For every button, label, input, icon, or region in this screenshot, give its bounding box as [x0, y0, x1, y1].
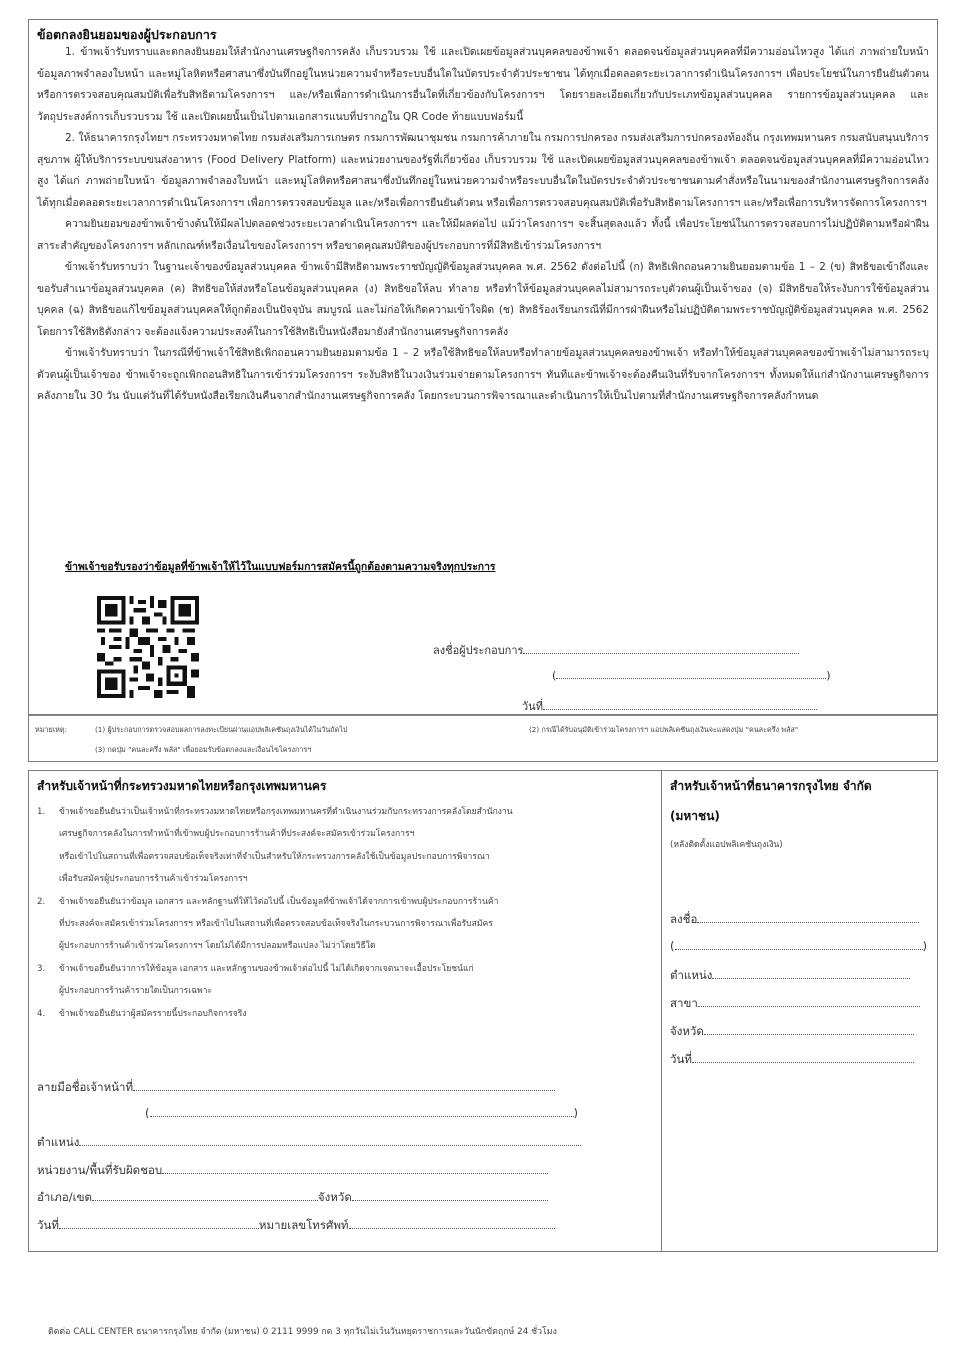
operator-name-field[interactable] [552, 669, 831, 682]
bank-branch-field[interactable] [670, 995, 920, 1013]
paren-close: ) [922, 939, 927, 953]
bank-province-field[interactable] [670, 1023, 914, 1041]
notes-label: หมายเหตุ: [35, 725, 68, 734]
moi-district-field[interactable] [37, 1189, 548, 1207]
bank-province-label: จังหวัด [670, 1024, 704, 1038]
consent-paragraph-duration: ความยินยอมของข้าพเจ้าข้างต้นให้มีผลไปตลอดช่วงระยะเวลาดำเนินโครงการฯ และให้มีผลต่อไป แม้ว่าโครงการฯ จะสิ้นสุดลงแล้ว ทั้งนี้ เพื่อประโยชน์ในการตรวจสอบการไม่ปฏิบัติตามหรือฝ่าฝืนสาระสำคัญของโครงการฯ หลักเกณฑ์หรือเงื่อนไขของโครงการฯ หรือขาดคุณสมบัติของผู้ประกอบการที่มีสิทธิเข้าร่วมโครงการฯ [37, 218, 929, 252]
consent-paragraph-2: 2. ให้ธนาคารกรุงไทยฯ กระทรวงมหาดไทย กรมส่งเสริมการเกษตร กรมการพัฒนาชุมชน กรมการค้าภายใน กรมการปกครอง กรมส่งเสริมการปกครองท้องถิ่น กรุงเทพมหานคร กรมสนับสนุนบริการสุขภาพ ผู้ให้บริการระบบขนส่งอาหาร (Food Delivery Platform) และหน่วยงานของรัฐที่เกี่ยวข้อง เก็บรวบรวม ใช้ และเปิดเผยข้อมูลส่วนบุคคลของข้าพเจ้า ตลอดจนข้อมูลส่วนบุคคลที่มีความอ่อนไหวสูง ได้แก่ ภาพถ่ายใบหน้า ข้อมูลภาพจำลองใบหน้า และหมู่โลหิตหรือศาสนาซึ่งบันทึกอยู่ในหน่วยความจำหรือระบบอื่นใดในบัตรประจำตัวประชาชนตามคำสั่งหรือในนามของสำนักงานเศรษฐกิจการคลัง ได้ทุกเมื่อตลอดระยะเวลาการดำเนินโครงการฯ เพื่อการตรวจสอบข้อมูล และ/หรือเพื่อการยืนยันตัวตน หรือเพื่อการตรวจสอบคุณสมบัติเพื่อรับสิทธิตามโครงการฯ และ/หรือเพื่อการบริหารจัดการโครงการฯ [37, 132, 929, 209]
declaration-item-3: 3. ข้าพเจ้าขอยืนยันว่าการให้ข้อมูล เอกสาร และหลักฐานของข้าพเจ้าต่อไปนี้ ไม่ได้เกิดจากเจตนาจะเอื้อประโยชน์แก่ ผู้ประกอบการร้านค้ารายใดเป็นการเฉพาะ [37, 963, 474, 997]
certification-statement: ข้าพเจ้าขอรับรองว่าข้อมูลที่ข้าพเจ้าให้ไว้ในแบบฟอร์มการสมัครนี้ถูกต้องตามความจริงทุกประการ [65, 561, 496, 573]
paren-close: ) [573, 1106, 578, 1120]
bank-signature-field[interactable] [670, 911, 919, 929]
bank-date-label: วันที่ [670, 1052, 692, 1066]
paren-open: ( [552, 669, 557, 682]
bank-signature-label: ลงชื่อ [670, 912, 698, 926]
moi-position-label: ตำแหน่ง [37, 1135, 80, 1149]
declaration-item-2: 2. ข้าพเจ้าขอยืนยันว่าข้อมูล เอกสาร และหลักฐานที่ให้ไว้ต่อไปนี้ เป็นข้อมูลที่ข้าพเจ้าได้จากการเข้าพบผู้ประกอบการร้านค้า ที่ประสงค์จะสมัครเข้าร่วมโครงการฯ หรือเข้าไปในสถานที่เพื่อตรวจสอบข้อเท็จจริงในกระบวนการพิจารณาเพื่อรับสมัคร ผู้ประกอบการร้านค้าเข้าร่วมโครงการฯ โดยไม่ได้มีการปลอมหรือแปลง ไม่ว่าโดยวิธีใด [37, 896, 499, 952]
call-center-footer: ติดต่อ CALL CENTER ธนาคารกรุงไทย จำกัด (มหาชน) 0 2111 9999 กด 3 ทุกวันไม่เว้นวันหยุดราชการและวันนักขัตฤกษ์ 24 ชั่วโมง [48, 1327, 557, 1337]
consent-paragraph-withdrawal: ข้าพเจ้ารับทราบว่า ในกรณีที่ข้าพเจ้าใช้สิทธิเพิกถอนความยินยอมตามข้อ 1 – 2 หรือใช้สิทธิขอให้ลบหรือทำลายข้อมูลส่วนบุคคลของข้าพเจ้า หรือทำให้ข้อมูลส่วนบุคคลของข้าพเจ้าไม่สามารถระบุตัวตนผู้เป็นเจ้าของ ข้าพเจ้าจะถูกเพิกถอนสิทธิในการเข้าร่วมโครงการฯ ระงับสิทธิในวงเงินร่วมจ่ายตามโครงการฯ ทันทีและข้าพเจ้าจะต้องคืนเงินที่รับจากโครงการฯ ทั้งหมดให้แก่สำนักงานเศรษฐกิจการคลังภายใน 30 วัน นับแต่วันที่ได้รับหนังสือเรียกเงินคืนจากสำนักงานเศรษฐกิจการคลัง โดยกระบวนการพิจารณาและดำเนินการให้เป็นไปตามที่สำนักงานเศรษฐกิจการคลังกำหนด [37, 347, 929, 402]
moi-unit-label: หน่วยงาน/พื้นที่รับผิดชอบ [37, 1163, 163, 1177]
bank-name-field[interactable] [670, 939, 927, 953]
bank-official-section [661, 770, 938, 1252]
consent-paragraph-1: 1. ข้าพเจ้ารับทราบและตกลงยินยอมให้สำนักงานเศรษฐกิจการคลัง เก็บรวบรวม ใช้ และเปิดเผยข้อมูลส่วนบุคคลของข้าพเจ้า ตลอดจนข้อมูลส่วนบุคคลที่มีความอ่อนไหวสูง ได้แก่ ภาพถ่ายใบหน้า ข้อมูลภาพจำลองใบหน้า และหมู่โลหิตหรือศาสนาซึ่งบันทึกอยู่ในหน่วยความจำหรือระบบอื่นใดในบัตรประจำตัวประชาชน ได้ทุกเมื่อตลอดระยะเวลาการดำเนินโครงการฯ เพื่อประโยชน์ในการยืนยันตัวตนหรือการตรวจสอบคุณสมบัติเพื่อรับสิทธิตามโครงการฯ และ/หรือเพื่อการดำเนินการอื่นใดที่เกี่ยวข้องกับโครงการฯ โดยรายละเอียดเกี่ยวกับประเภทข้อมูลส่วนบุคคล รายการข้อมูลส่วนบุคคล และวัตถุประสงค์การเก็บรวบรวม ใช้ และเปิดเผยนั้นเป็นไปตามเอกสารแนบที่ปรากฏใน QR Code ท้ายแบบฟอร์มนี้ [37, 46, 929, 123]
operator-signature-field[interactable] [433, 641, 799, 659]
paren-close: ) [826, 669, 831, 682]
qr-code-icon[interactable] [97, 596, 199, 698]
paren-open: ( [145, 1106, 150, 1120]
moi-official-section [28, 770, 662, 1252]
consent-title: ข้อตกลงยินยอมของผู้ประกอบการ [37, 27, 217, 42]
bank-position-field[interactable] [670, 967, 910, 985]
moi-unit-field[interactable] [37, 1162, 548, 1180]
consent-body [37, 42, 929, 408]
bank-position-label: ตำแหน่ง [670, 968, 713, 982]
moi-position-field[interactable] [37, 1134, 581, 1152]
moi-name-field[interactable] [145, 1106, 578, 1120]
moi-district-label: อำเภอ/เขต [37, 1190, 92, 1204]
note-3: (3) กดปุ่ม "คนละครึ่ง พลัส" เพื่อยอมรับข้อตกลงและเงื่อนไขโครงการฯ [95, 745, 312, 754]
moi-date-label: วันที่ [37, 1218, 59, 1232]
bank-official-subtitle: (หลังติดตั้งแอปพลิเคชันถุงเงิน) [670, 840, 783, 850]
note-2: (2) กรณีได้รับอนุมัติเข้าร่วมโครงการฯ แอปพลิเคชันถุงเงินจะแสดงปุ่ม "คนละครึ่ง พลัส" [529, 725, 799, 734]
consent-paragraph-rights: ข้าพเจ้ารับทราบว่า ในฐานะเจ้าของข้อมูลส่วนบุคคล ข้าพเจ้ามีสิทธิตามพระราชบัญญัติข้อมูลส่วนบุคคล พ.ศ. 2562 ดังต่อไปนี้ (ก) สิทธิเพิกถอนความยินยอมตามข้อ 1 – 2 (ข) สิทธิขอเข้าถึงและขอรับสำเนาข้อมูลส่วนบุคคล (ค) สิทธิขอให้ส่งหรือโอนข้อมูลส่วนบุคคล (ง) สิทธิขอให้ลบ ทำลาย หรือทำให้ข้อมูลส่วนบุคคลไม่สามารถระบุตัวตนผู้เป็นเจ้าของ (จ) มีสิทธิขอให้ระงับการใช้ข้อมูลส่วนบุคคล (ฉ) สิทธิขอแก้ไขข้อมูลส่วนบุคคลให้ถูกต้องเป็นปัจจุบัน สมบูรณ์ และไม่ก่อให้เกิดความเข้าใจผิด (ช) สิทธิร้องเรียนกรณีที่มีการฝ่าฝืนหรือไม่ปฏิบัติตามพระราชบัญญัติข้อมูลส่วนบุคคล พ.ศ. 2562 โดยการใช้สิทธิดังกล่าว จะต้องแจ้งความประสงค์ในการใช้สิทธิเป็นหนังสือมายังสำนักงานเศรษฐกิจการคลัง [37, 261, 929, 338]
paren-open: ( [670, 939, 675, 953]
moi-date-field[interactable] [37, 1217, 555, 1235]
moi-signature-label: ลายมือชื่อเจ้าหน้าที่ [37, 1080, 134, 1094]
consent-section [28, 19, 938, 715]
operator-signature-label: ลงชื่อผู้ประกอบการ [433, 644, 524, 657]
moi-phone-label: หมายเลขโทรศัพท์ [258, 1218, 349, 1232]
operator-date-field[interactable] [522, 697, 817, 715]
declaration-item-1: 1. ข้าพเจ้าขอยืนยันว่าเป็นเจ้าหน้าที่กระทรวงมหาดไทยหรือกรุงเทพมหานครที่ดำเนินงานร่วมกับกระทรวงการคลังโดยสำนักงาน เศรษฐกิจการคลังในการทำหน้าที่เข้าพบผู้ประกอบการร้านค้าที่ประสงค์จะสมัครเข้าร่วมโครงการฯ หรือเข้าไปในสถานที่เพื่อตรวจสอบข้อเท็จจริงเท่าที่จำเป็นสำหรับให้กระทรวงการคลังใช้เป็นข้อมูลประกอบการพิจารณา เพื่อรับสมัครผู้ประกอบการร้านค้าเข้าร่วมโครงการฯ [37, 807, 513, 885]
operator-date-label: วันที่ [522, 700, 543, 713]
declaration-item-4: 4. ข้าพเจ้าขอยืนยันว่าผู้สมัครรายนี้ประกอบกิจการจริง [37, 1008, 247, 1019]
moi-province-label: จังหวัด [317, 1190, 352, 1204]
bank-official-title: สำหรับเจ้าหน้าที่ธนาคารกรุงไทย จำกัด [670, 779, 872, 793]
note-1: (1) ผู้ประกอบการตรวจสอบผลการลงทะเบียนผ่านแอปพลิเคชันถุงเงินได้ในวันถัดไป [95, 725, 348, 734]
moi-declaration-list [37, 801, 647, 1025]
notes-section [28, 715, 938, 762]
bank-official-title-line2: (มหาชน) [670, 809, 720, 823]
bank-date-field[interactable] [670, 1051, 914, 1069]
moi-signature-field[interactable] [37, 1079, 555, 1097]
bank-branch-label: สาขา [670, 996, 698, 1010]
moi-official-title: สำหรับเจ้าหน้าที่กระทรวงมหาดไทยหรือกรุงเทพมหานคร [37, 779, 327, 793]
